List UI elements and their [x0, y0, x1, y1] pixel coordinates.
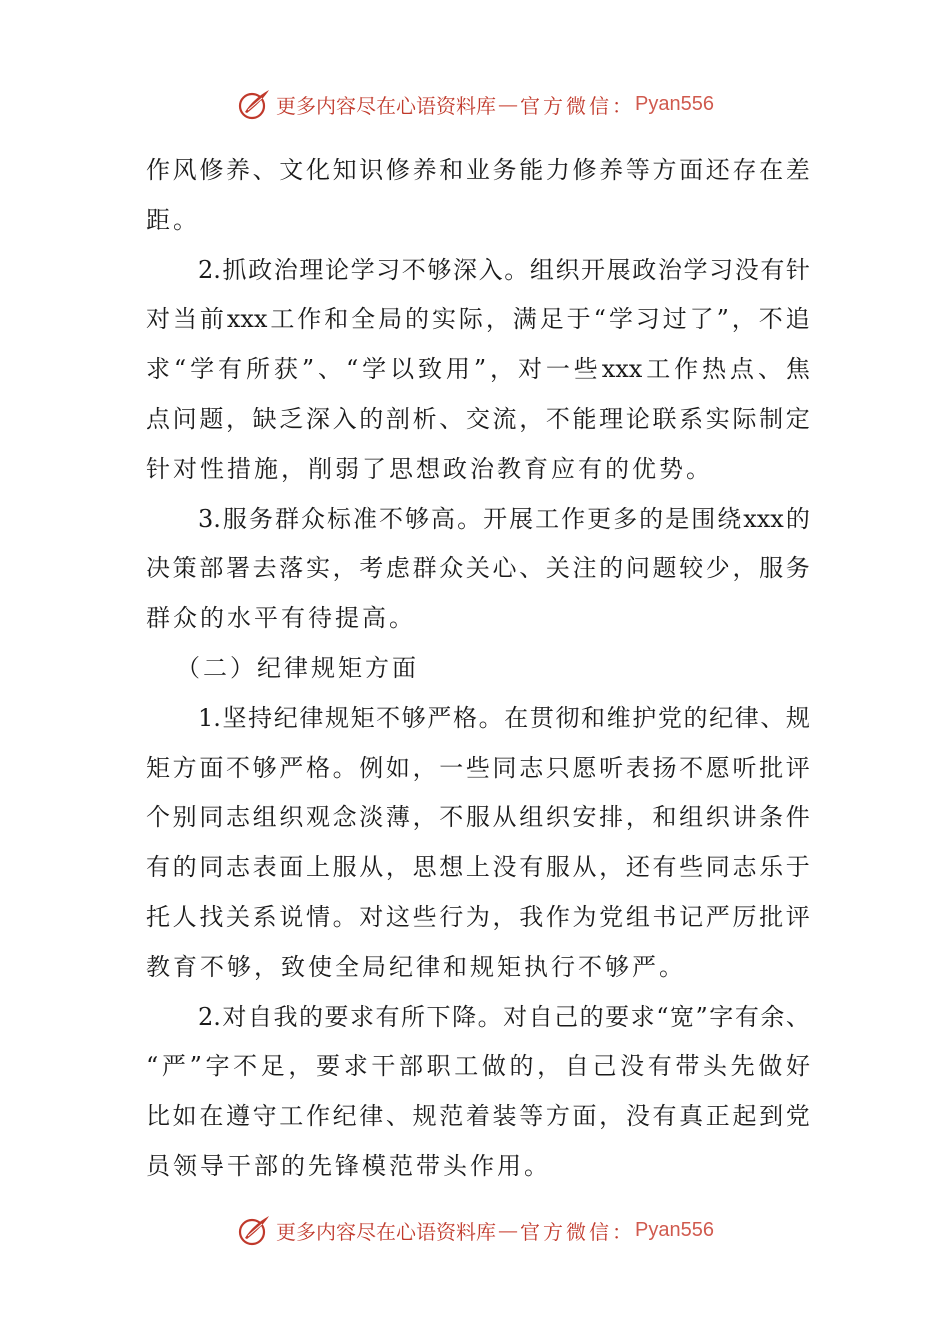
section-heading	[146, 644, 810, 694]
text-line: 教育不够，致使全局纪律和规矩执行不够严。	[146, 952, 686, 981]
text-line: “ 严 ” 字 不 足 ， 要 求 干 部 职 工 做 的 ， 自 己 没 有 带 头 先 做 好	[146, 1052, 810, 1081]
banner-separator: —	[498, 1218, 519, 1242]
paragraph	[146, 146, 810, 246]
paragraph	[146, 495, 810, 644]
paragraph	[146, 694, 810, 993]
text-line: （二）纪律规矩方面	[176, 653, 419, 682]
text-line: 2. 抓 政 治 理 论 学 习 不 够 深 入 。 组 织 开 展 政 治 学 习 没 有 针	[198, 255, 810, 284]
text-line: 托 人 找 关 系 说 情 。 对 这 些 行 为 ， 我 作 为 党 组 书 记 严 厉 批 评	[146, 902, 810, 931]
text-line: 矩 方 面 不 够 严 格 。 例 如 ， 一 些 同 志 只 愿 听 表 扬 不 愿 听 批 评	[146, 753, 810, 782]
text-line: 作 风 修 养 、 文 化 知 识 修 养 和 业 务 能 力 修 养 等 方 面 还 存 在 差	[146, 156, 810, 184]
banner-wechat-label: 官方微信：	[520, 93, 636, 118]
paragraph	[146, 246, 810, 495]
text-line: 求 “ 学 有 所 获 ” 、 “ 学 以 致 用 ” ， 对 一 些 xxx 工 作 热 点 、 焦	[146, 355, 810, 384]
banner-text: 更多内容尽在心语资料库	[276, 1219, 497, 1244]
banner-handle: Pyan556	[635, 92, 714, 115]
text-line: 群众的水平有待提高。	[146, 604, 416, 633]
text-line: 3. 服 务 群 众 标 准 不 够 高 。 开 展 工 作 更 多 的 是 围 绕 xxx 的	[198, 504, 810, 533]
text-line: 个 别 同 志 组 织 观 念 淡 薄 ， 不 服 从 组 织 安 排 ， 和 组 织 讲 条 件	[146, 803, 810, 832]
header-watermark-banner	[0, 82, 950, 126]
text-line: 2. 对 自 我 的 要 求 有 所 下 降 。 对 自 己 的 要 求 “ 宽 ” 字 有 余 、	[198, 1002, 810, 1031]
text-line: 员领导干部的先锋模范带头作用。	[146, 1151, 551, 1180]
quill-logo-icon	[236, 1212, 272, 1248]
banner-wechat-label: 官方微信：	[520, 1219, 636, 1244]
text-line: 比 如 在 遵 守 工 作 纪 律 、 规 范 着 装 等 方 面 ， 没 有 真 正 起 到 党	[146, 1102, 810, 1131]
text-line: 有 的 同 志 表 面 上 服 从 ， 思 想 上 没 有 服 从 ， 还 有 些 同 志 乐 于	[146, 853, 810, 882]
paragraph	[146, 993, 810, 1192]
banner-separator: —	[498, 92, 519, 116]
text-line: 点 问 题 ， 缺 乏 深 入 的 剖 析 、 交 流 ， 不 能 理 论 联 系 实 际 制 定	[146, 404, 810, 433]
footer-watermark-banner	[0, 1208, 950, 1252]
document-body	[146, 146, 810, 1192]
text-line: 针对性措施，削弱了思想政治教育应有的优势。	[146, 454, 713, 483]
text-line: 对 当 前 xxx 工 作 和 全 局 的 实 际 ， 满 足 于 “ 学 习 过 了 ” ， 不 追	[146, 305, 810, 334]
banner-handle: Pyan556	[635, 1218, 714, 1241]
quill-logo-icon	[236, 86, 272, 122]
banner-text: 更多内容尽在心语资料库	[276, 93, 497, 118]
text-line: 1. 坚 持 纪 律 规 矩 不 够 严 格 。 在 贯 彻 和 维 护 党 的 纪 律 、 规	[198, 703, 810, 732]
text-line: 决 策 部 署 去 落 实 ， 考 虑 群 众 关 心 、 关 注 的 问 题 较 少 ， 服 务	[146, 554, 810, 583]
text-line: 距。	[146, 205, 200, 234]
